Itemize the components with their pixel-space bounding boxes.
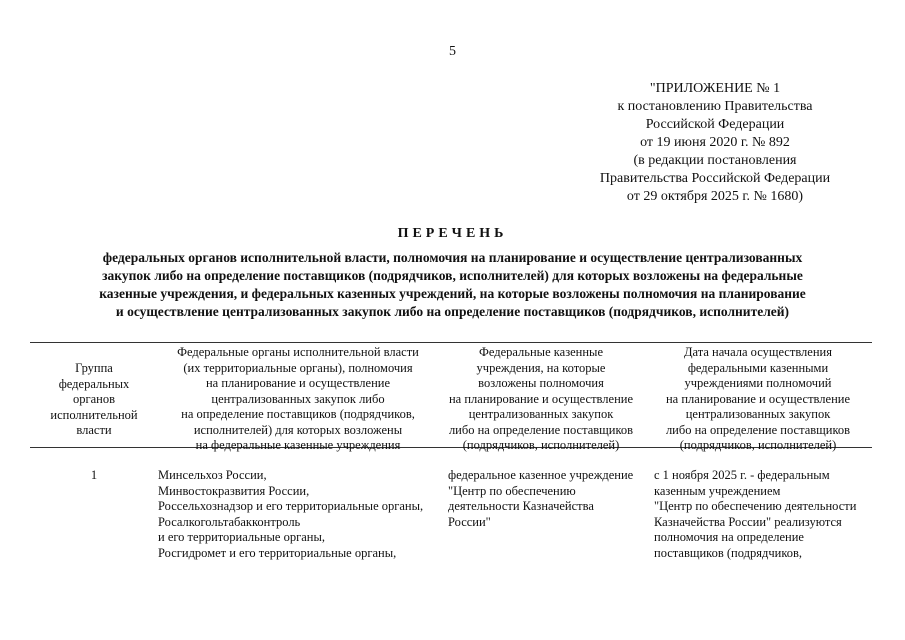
header-line: централизованных закупок [685, 407, 831, 421]
header-start-date [644, 343, 872, 452]
header-line: возложены полномочия [478, 376, 604, 390]
appendix-line: "ПРИЛОЖЕНИЕ № 1 [649, 81, 781, 96]
header-line: централизованных закупок либо [211, 391, 385, 406]
header-line: исполнителей) для которых возложены [193, 422, 403, 437]
cell-line: России" [448, 514, 491, 529]
subtitle-line: казенные учреждения, и федеральных казенных учреждений, на которые возложены полномочия на планирование [99, 286, 806, 301]
header-line: власти [76, 423, 112, 437]
cell-line: с 1 ноября 2025 г. - федеральным [654, 468, 830, 482]
header-line: (подрядчиков, исполнителей) [462, 438, 620, 452]
document-title: ПЕРЕЧЕНЬ [397, 226, 508, 241]
document-subtitle [30, 249, 875, 321]
header-line: исполнительной [50, 407, 138, 422]
cell-institutions [438, 468, 644, 561]
header-line: Федеральные казенные [478, 345, 604, 359]
subtitle-line: федеральных органов исполнительной власти, полномочия на планирование и осуществление централизованных [102, 250, 803, 265]
cell-line: Минсельхоз России, [158, 468, 267, 482]
header-line: на планирование и осуществление [205, 376, 390, 390]
appendix-line: (в редакции постановления [633, 153, 797, 168]
header-line: на федеральные казенные учреждения [195, 438, 401, 452]
cell-line: 1 [90, 468, 98, 482]
cell-line: деятельности Казначейства [448, 499, 594, 513]
cell-line: полномочия на определение [654, 530, 804, 544]
header-line: федеральных [58, 376, 130, 391]
header-line: органов [72, 392, 116, 406]
cell-line: и его территориальные органы, [158, 530, 325, 544]
appendix-header [560, 80, 870, 206]
cell-line: федеральное казенное учреждение [448, 468, 634, 482]
cell-authorities [158, 468, 438, 561]
header-line: (подрядчиков, исполнителей) [679, 438, 837, 452]
cell-start-date [644, 468, 872, 561]
header-line: федеральными казенными [687, 360, 829, 375]
appendix-line: Российской Федерации [645, 117, 785, 132]
cell-line: Росгидромет и его территориальные органы, [158, 545, 397, 560]
header-line: либо на определение поставщиков [665, 422, 851, 437]
header-line: централизованных закупок [468, 407, 614, 421]
header-institutions [438, 343, 644, 452]
page-number: 5 [449, 44, 456, 59]
cell-line: Казначейства России" реализуются [654, 514, 842, 529]
header-line: либо на определение поставщиков [448, 422, 634, 437]
header-authorities [158, 343, 438, 452]
subtitle-line: закупок либо на определение поставщиков (подрядчиков, исполнителей) для которых возложены на федеральные [102, 268, 803, 283]
subtitle-line: и осуществление централизованных закупок либо на определение поставщиков (подрядчиков, исполнителей) [115, 304, 790, 319]
header-line: учреждениями полномочий [684, 376, 832, 390]
appendix-line: Правительства Российской Федерации [599, 171, 831, 186]
appendix-line: от 19 июня 2020 г. № 892 [640, 135, 790, 150]
cell-line: Росалкогольтабакконтроль [158, 514, 301, 529]
header-line: Федеральные органы исполнительной власти [177, 345, 419, 359]
header-line: Группа [75, 361, 113, 375]
list-table [30, 342, 872, 561]
cell-line: "Центр по обеспечению [448, 483, 576, 498]
appendix-line: к постановлению Правительства [617, 99, 813, 114]
header-line: (их территориальные органы), полномочия [183, 360, 413, 375]
header-group [30, 343, 158, 447]
cell-line: "Центр по обеспечению деятельности [654, 499, 857, 513]
header-line: на определение поставщиков (подрядчиков, [181, 407, 415, 421]
cell-line: поставщиков (подрядчиков, [654, 545, 803, 560]
header-line: учреждения, на которые [476, 360, 606, 375]
header-line: на планирование и осуществление [448, 391, 633, 406]
table-header-row [30, 343, 872, 452]
header-line: Дата начала осуществления [684, 345, 832, 359]
cell-group [30, 468, 158, 561]
cell-line: Минвостокразвития России, [158, 483, 310, 498]
header-line: на планирование и осуществление [665, 391, 850, 406]
cell-line: Россельхознадзор и его территориальные органы, [158, 499, 424, 513]
cell-line: казенным учреждением [654, 483, 781, 498]
table-row [30, 448, 872, 561]
appendix-line: от 29 октября 2025 г. № 1680) [626, 189, 804, 204]
